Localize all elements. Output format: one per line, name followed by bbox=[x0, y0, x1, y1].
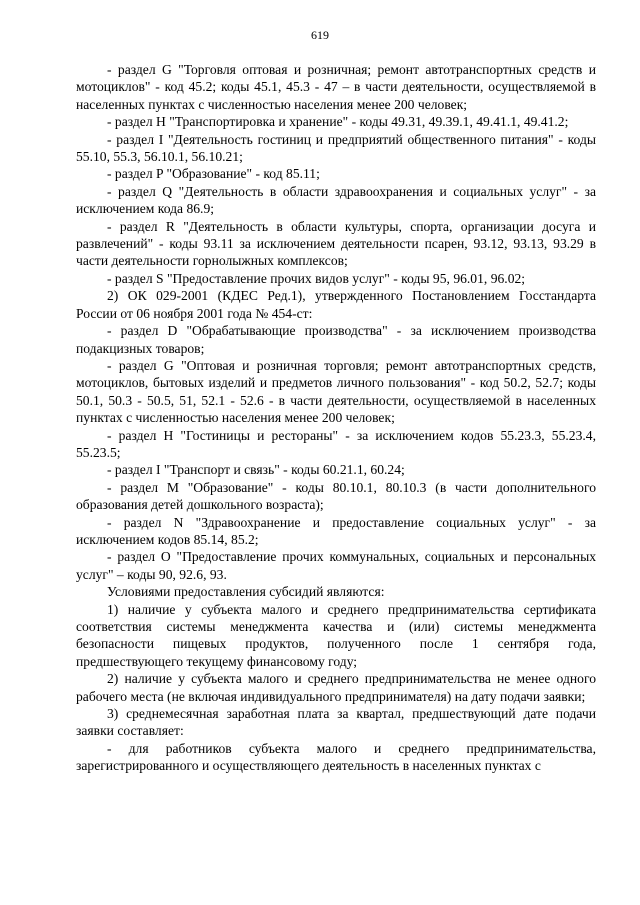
paragraph-salary-employees: - для работников субъекта малого и среднего предпринимательства, зарегистрированного и осуществляющего деятельность в населенных пунктах с bbox=[76, 740, 596, 774]
paragraph-section-g-retail: - раздел G "Оптовая и розничная торговля; ремонт автотранспортных средств, мотоциклов, бытовых изделий и предметов личного пользования" - код 50.2, 52.7; коды 50.1, 50.3 - 50.5, 51, 52.1 - 52.6 - в части деятельности, осуществляемой в населенных пунктах с численностью населения менее 200 человек; bbox=[76, 357, 596, 426]
paragraph-section-h-hotels-restaurants: - раздел H "Гостиницы и рестораны" - за исключением кодов 55.23.3, 55.23.4, 55.23.5; bbox=[76, 427, 596, 460]
paragraph-section-o-communal: - раздел O "Предоставление прочих коммунальных, социальных и персональных услуг" – коды 90, 92.6, 93. bbox=[76, 549, 596, 582]
paragraph-condition-1-certificate: 1) наличие у субъекта малого и среднего предпринимательства сертификата соответствия системы менеджмента качества и (или) системы менеджмента безопасности пищевых продуктов, полученного после 1 сентября года, предшествующего текущему финансовому году; bbox=[76, 601, 596, 669]
paragraph-section-g-trade: - раздел G "Торговля оптовая и розничная; ремонт автотранспортных средств и мотоциклов" - код 45.2; коды 45.1, 45.3 - 47 – в части деятельности, осуществляемой в населенных пунктах с численностью населения менее 200 человек; bbox=[76, 62, 596, 112]
paragraph-okved-2001: 2) ОК 029-2001 (КДЕС Ред.1), утвержденного Постановлением Госстандарта России от 06 ноября 2001 года № 454-ст: bbox=[76, 288, 596, 321]
page-number: 619 bbox=[311, 28, 329, 42]
paragraph-section-n-healthcare: - раздел N "Здравоохранение и предоставление социальных услуг" - за исключением кодов 85.14, 85.2; bbox=[76, 514, 596, 547]
paragraph-section-i-transport-communication: - раздел I "Транспорт и связь" - коды 60.21.1, 60.24; bbox=[107, 462, 405, 478]
paragraph-section-p-education: - раздел P "Образование" - код 85.11; bbox=[107, 166, 320, 182]
paragraph-section-i-hotels: - раздел I "Деятельность гостиниц и предприятий общественного питания" - коды 55.10, 55.3, 56.10.1, 56.10.21; bbox=[76, 131, 596, 165]
paragraph-subsidy-conditions-heading: Условиями предоставления субсидий являются: bbox=[107, 584, 385, 600]
paragraph-section-q-health: - раздел Q "Деятельность в области здравоохранения и социальных услуг" - за исключением кода 86.9; bbox=[76, 183, 596, 217]
paragraph-section-s-services: - раздел S "Предоставление прочих видов услуг" - коды 95, 96.01, 96.02; bbox=[107, 270, 526, 286]
paragraph-section-m-education: - раздел M "Образование" - коды 80.10.1, 80.10.3 (в части дополнительного образования детей дошкольного возраста); bbox=[76, 479, 596, 513]
paragraph-section-d-manufacturing: - раздел D "Обрабатывающие производства" - за исключением производства подакцизных товаров; bbox=[76, 323, 596, 356]
paragraph-condition-2-workplace: 2) наличие у субъекта малого и среднего предпринимательства не менее одного рабочего места (не включая индивидуального предпринимателя) на дату подачи заявки; bbox=[76, 671, 596, 704]
paragraph-section-h-transport: - раздел H "Транспортировка и хранение" - коды 49.31, 49.39.1, 49.41.1, 49.41.2; bbox=[107, 114, 569, 130]
document-body bbox=[76, 61, 596, 775]
paragraph-section-r-culture: - раздел R "Деятельность в области культуры, спорта, организации досуга и развлечений" - коды 93.11 за исключением деятельности псарен, 93.12, 93.13, 93.29 в части деятельности горнолыжных комплексов; bbox=[76, 218, 596, 269]
paragraph-condition-3-salary: 3) среднемесячная заработная плата за квартал, предшествующий дате подачи заявки составляет: bbox=[76, 706, 596, 739]
